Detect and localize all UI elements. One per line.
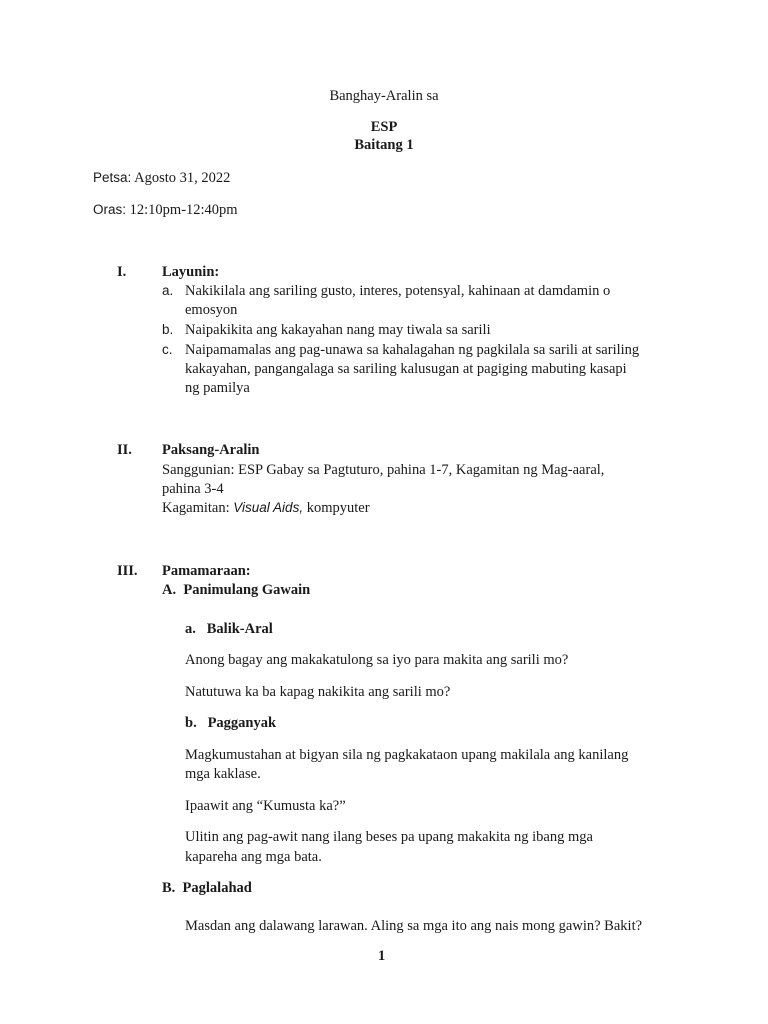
objective-c-marker: c. [162,342,173,357]
section-3-heading: Pamamaraan: [162,563,251,579]
objective-b-marker: b. [162,322,174,337]
materials-rest: kompyuter [306,500,370,516]
motivation-p2: Ipaawit ang “Kumusta ka?” [185,798,346,814]
grade-heading: Baitang 1 [354,137,414,153]
section-1-heading: Layunin: [162,264,220,280]
page-number: 1 [378,948,386,964]
subheading-a: A. Panimulang Gawain [162,582,311,598]
review-question-2: Natutuwa ka ba kapag nakikita ang sarili mo? [185,684,451,700]
materials-italic: Visual Aids, [233,500,304,515]
objective-a-marker: a. [162,283,174,298]
section-2-heading: Paksang-Aralin [162,442,260,458]
section-3-numeral: III. [117,563,138,579]
date-value: Agosto 31, 2022 [134,170,231,186]
time-value: 12:10pm-12:40pm [129,202,238,218]
objective-c-line-1: Naipamamalas ang pag-unawa sa kahalagahan ng pagkilala sa sarili at sariling [185,342,640,358]
subject-heading: ESP [370,119,398,135]
subheading-b: B. Paglalahad [162,880,252,896]
presentation-p1: Masdan ang dalawang larawan. Aling sa mga ito ang nais mong gawin? Bakit? [185,918,643,934]
time-line [93,202,238,219]
document-title: Banghay-Aralin sa [329,88,439,104]
section-1-numeral: I. [117,264,127,280]
subheading-balik-aral: a. Balik-Aral [185,621,273,637]
time-label: Oras: [93,202,127,217]
objective-a-line-2: emosyon [185,302,238,318]
objective-c-line-3: ng pamilya [185,380,250,396]
objective-a-line-1: Nakikilala ang sariling gusto, interes, potensyal, kahinaan at damdamin o [185,283,611,299]
objective-b-line-1: Naipakikita ang kakayahan nang may tiwala sa sarili [185,322,491,338]
motivation-p1-line-1: Magkumustahan at bigyan sila ng pagkakataon upang makilala ang kanilang [185,747,629,763]
section-2-numeral: II. [117,442,132,458]
source-line-2: pahina 3-4 [162,481,224,497]
date-label: Petsa: [93,170,132,185]
review-question-1: Anong bagay ang makakatulong sa iyo para makita ang sarili mo? [185,652,569,668]
date-line [93,170,230,187]
subheading-pagganyak: b. Pagganyak [185,715,277,731]
motivation-p3-line-1: Ulitin ang pag-awit nang ilang beses pa upang makakita ng ibang mga [185,829,593,845]
materials-label: Kagamitan: [162,500,230,516]
objective-c-line-2: kakayahan, pangangalaga sa sariling kalusugan at pagiging mabuting kasapi [185,361,627,377]
motivation-p1-line-2: mga kaklase. [185,766,261,782]
source-line-1: Sanggunian: ESP Gabay sa Pagtuturo, pahina 1-7, Kagamitan ng Mag-aaral, [162,462,605,478]
materials-line [162,500,370,517]
motivation-p3-line-2: kapareha ang mga bata. [185,849,322,865]
